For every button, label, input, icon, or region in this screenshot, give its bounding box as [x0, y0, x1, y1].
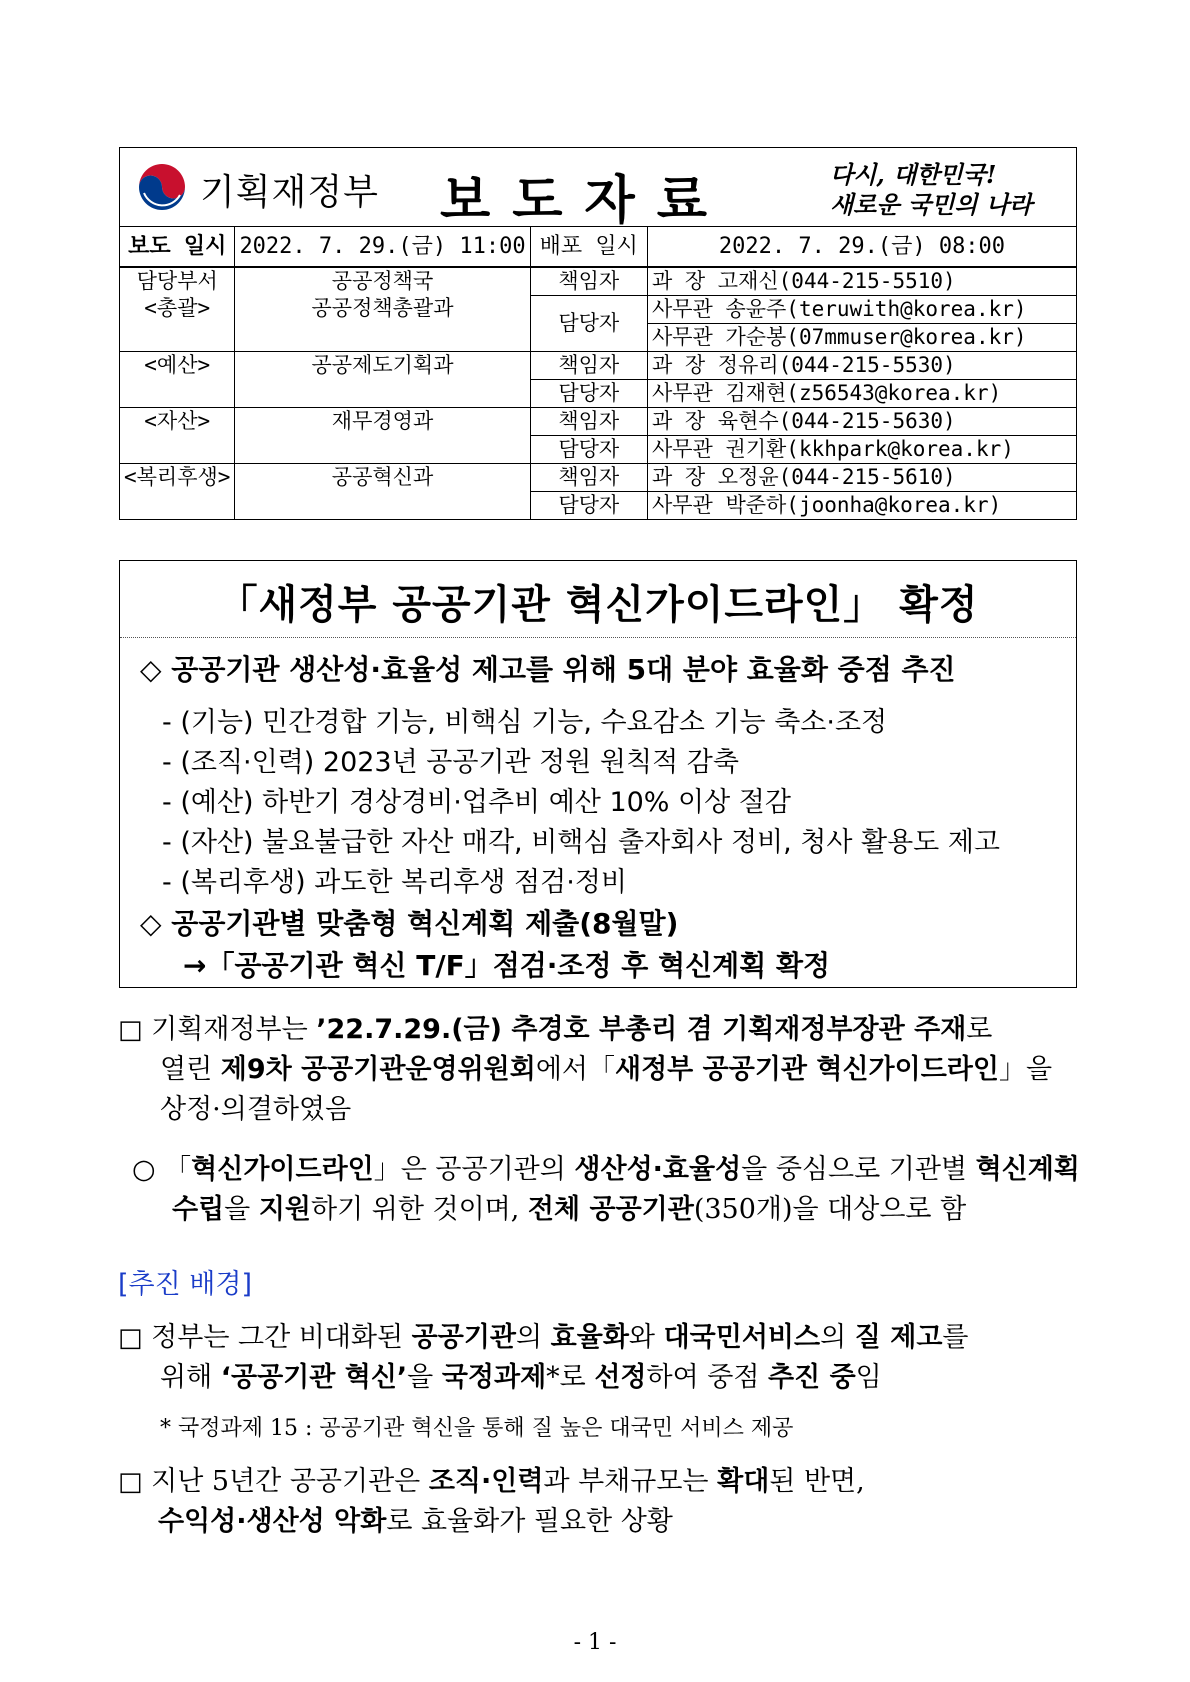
- square-bullet-icon: □: [118, 1015, 143, 1045]
- summary-bullet: - (기능) 민간경합 기능, 비핵심 기능, 수요감소 기능 축소·조정: [162, 707, 888, 738]
- headline: 「새정부 공공기관 혁신가이드라인」 확정: [217, 582, 979, 628]
- person-cell: 사무관 김재현(z56543@korea.kr): [647, 379, 1076, 407]
- release-value: 2022. 7. 29.(금) 11:00: [235, 227, 530, 267]
- contact-table: [119, 226, 1077, 520]
- dept-cell: <자산>: [120, 407, 235, 463]
- footnote: * 국정과제 15 : 공공기관 혁신을 통해 질 높은 대국민 서비스 제공: [160, 1416, 794, 1441]
- dotted-divider: [120, 637, 1076, 638]
- summary-point-2-cont: →「공공기관 혁신 T/F」점검·조정 후 혁신계획 확정: [183, 949, 831, 982]
- paragraph-4: □ 지난 5년간 공공기관은 조직·인력과 부채규모는 확대된 반면, 수익성·생산성 악화로 효율화가 필요한 상황: [118, 1466, 865, 1537]
- office-cell: 재무경영과: [235, 407, 530, 463]
- paragraph-3: □ 정부는 그간 비대화된 공공기관의 효율화와 대국민서비스의 질 제고를 위해 ‘공공기관 혁신’을 국정과제*로 선정하여 중점 추진 중임: [118, 1322, 969, 1393]
- office-cell: 공공제도기획과: [235, 351, 530, 407]
- summary-bullet: - (복리후생) 과도한 복리후생 점검·정비: [162, 867, 627, 898]
- person-cell: 사무관 권기환(kkhpark@korea.kr): [647, 435, 1076, 463]
- role-cell: 책임자: [530, 267, 647, 296]
- summary-bullet: - (자산) 불요불급한 자산 매각, 비핵심 출자회사 정비, 청사 활용도 제고: [162, 827, 1001, 858]
- dept-cell: <예산>: [120, 351, 235, 407]
- government-emblem-icon: [134, 159, 190, 215]
- dept-label: 담당부서: [136, 268, 218, 293]
- person-cell: 과 장 오정윤(044-215-5610): [647, 463, 1076, 491]
- role-cell: 책임자: [530, 407, 647, 435]
- role-cell: 담당자: [530, 379, 647, 407]
- person-cell: 사무관 박준하(joonha@korea.kr): [647, 491, 1076, 519]
- person-cell: 과 장 정유리(044-215-5530): [647, 351, 1076, 379]
- ministry-name: 기획재정부: [200, 172, 379, 213]
- slogan-line-2: 새로운 국민의 나라: [830, 190, 1033, 219]
- summary-bullet: - (예산) 하반기 경상경비·업추비 예산 10% 이상 절감: [162, 787, 791, 818]
- office-cell: 공공혁신과: [235, 463, 530, 519]
- paragraph-1: □ 기획재정부는 ’22.7.29.(금) 추경호 부총리 겸 기획재정부장관 주재로 열린 제9차 공공기관운영위원회에서「새정부 공공기관 혁신가이드라인」을 상정·의결하였음: [118, 1014, 1053, 1125]
- person-cell: 사무관 가순봉(07mmuser@korea.kr): [647, 323, 1076, 351]
- square-bullet-icon: □: [118, 1467, 143, 1497]
- role-cell: 책임자: [530, 463, 647, 491]
- circle-bullet-icon: ○: [132, 1154, 156, 1185]
- dept-sub-label: <총괄>: [144, 295, 211, 320]
- role-cell: 담당자: [530, 435, 647, 463]
- office-label: 공공정책국: [331, 268, 434, 293]
- release-label: 보도 일시: [120, 227, 235, 267]
- dept-cell: <복리후생>: [120, 463, 235, 519]
- doc-type-title: 보도자료: [440, 171, 729, 231]
- office-sub-label: 공공정책총괄과: [311, 295, 454, 320]
- person-cell: 과 장 고재신(044-215-5510): [647, 267, 1076, 296]
- role-cell: 책임자: [530, 351, 647, 379]
- office-cell: [235, 267, 530, 352]
- summary-point-1: ◇ 공공기관 생산성·효율성 제고를 위해 5대 분야 효율화 중점 추진: [140, 653, 956, 686]
- summary-bullet: - (조직·인력) 2023년 공공기관 정원 원칙적 감축: [162, 747, 739, 778]
- role-cell: 담당자: [530, 491, 647, 519]
- summary-point-2: ◇ 공공기관별 맞춤형 혁신계획 제출(8월말): [140, 907, 679, 940]
- dept-cell: [120, 267, 235, 352]
- person-cell: 사무관 송윤주(teruwith@korea.kr): [647, 295, 1076, 323]
- square-bullet-icon: □: [118, 1323, 143, 1353]
- paragraph-2: ○ 「혁신가이드라인」은 공공기관의 생산성·효율성을 중심으로 기관별 혁신계획 수립을 지원하기 위한 것이며, 전체 공공기관(350개)을 대상으로 함: [132, 1154, 1080, 1225]
- role-cell: 담당자: [530, 295, 647, 351]
- person-cell: 과 장 육현수(044-215-5630): [647, 407, 1076, 435]
- dist-value: 2022. 7. 29.(금) 08:00: [647, 227, 1076, 267]
- section-heading: [추진 배경]: [118, 1269, 252, 1300]
- slogan: [830, 160, 1060, 220]
- slogan-line-1: 다시, 대한민국!: [830, 160, 997, 189]
- page-number: - 1 -: [573, 1630, 617, 1655]
- dist-label: 배포 일시: [530, 227, 647, 267]
